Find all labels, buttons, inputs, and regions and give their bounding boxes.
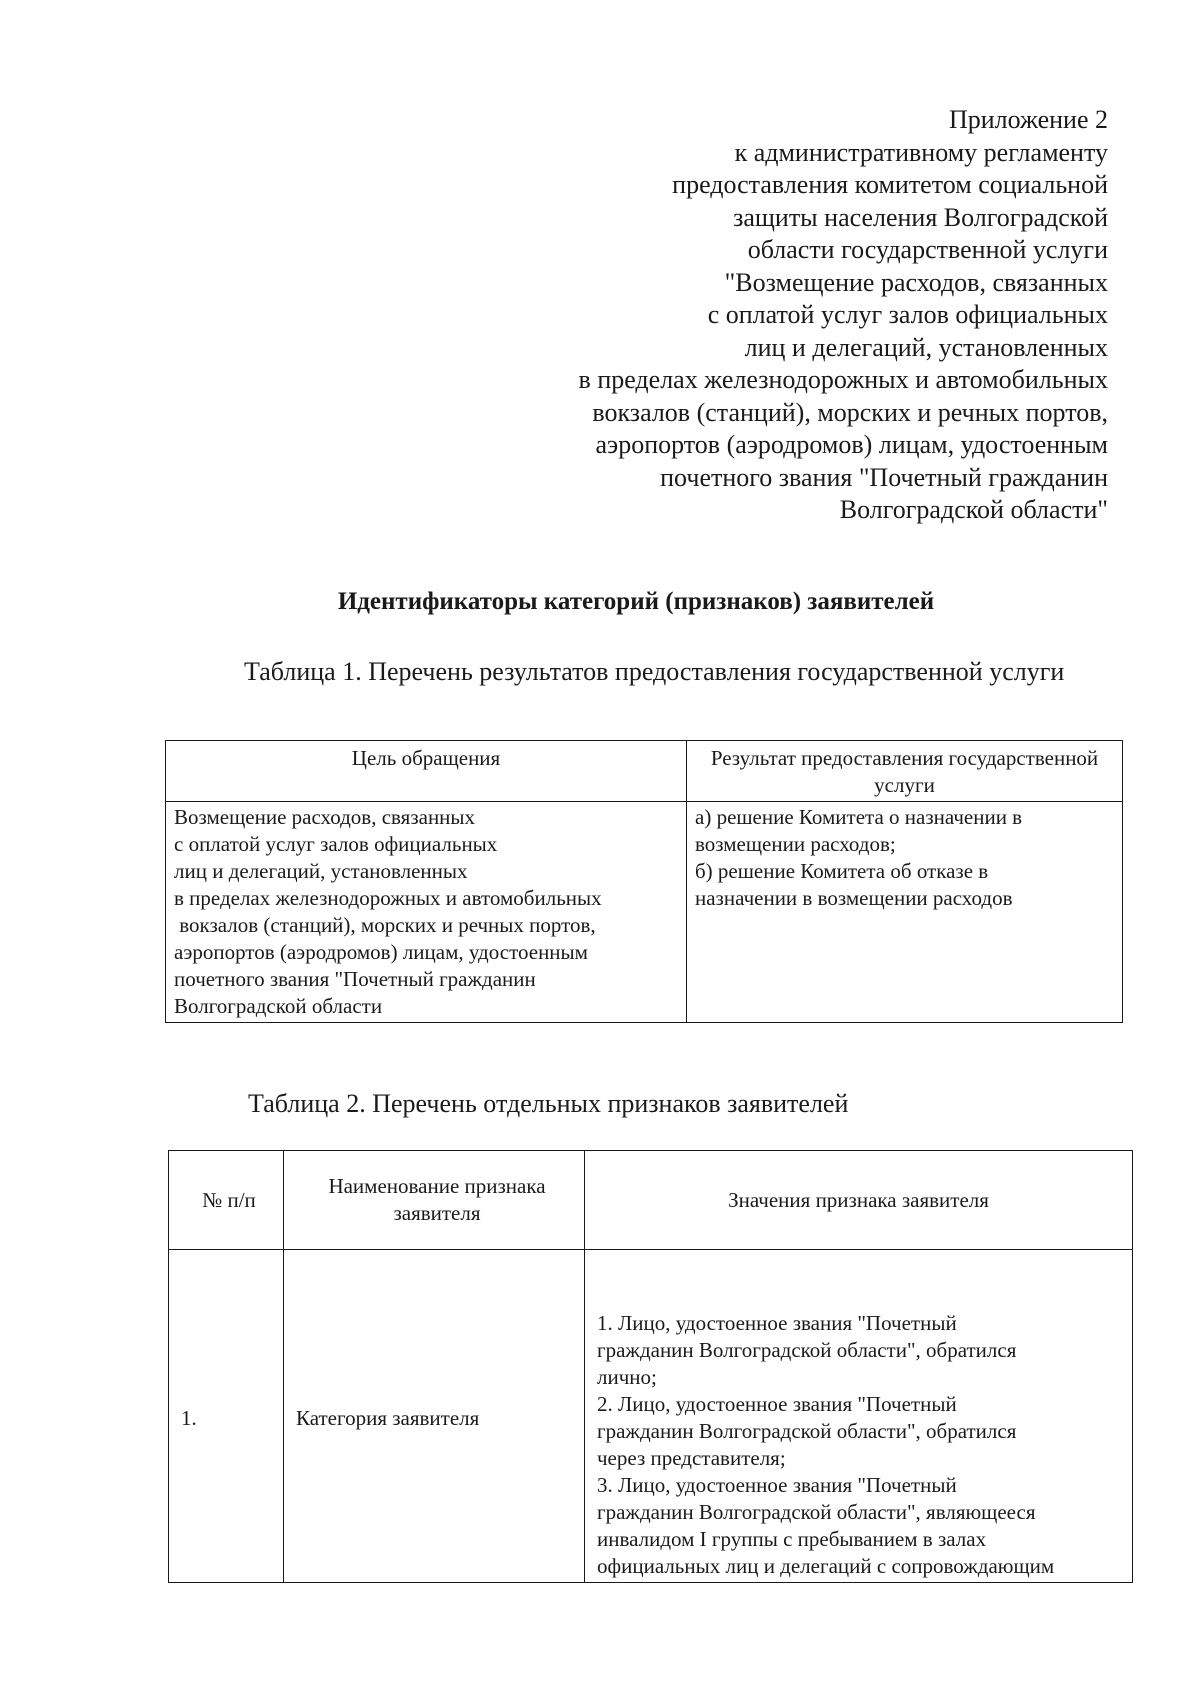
row-number: 1. <box>169 1250 284 1583</box>
result-line: назначении в возмещении расходов <box>695 886 1013 910</box>
header-goal: Цель обращения <box>166 741 687 802</box>
goal-line: лиц и делегаций, установленных <box>174 859 468 883</box>
appendix-line: Волгоградской области" <box>839 495 1108 524</box>
table-header-row <box>166 741 1123 802</box>
results-table <box>165 740 1123 1023</box>
appendix-line: области государственной услуги <box>747 235 1108 264</box>
appendix-line: вокзалов (станций), морских и речных портов, <box>592 397 1108 427</box>
row-attribute-name: Категория заявителя <box>284 1250 585 1583</box>
value-line: 2. Лицо, удостоенное звания "Почетный <box>597 1392 957 1416</box>
result-line: б) решение Комитета об отказе в <box>695 859 989 883</box>
applicant-attributes-table <box>168 1150 1133 1583</box>
value-line: гражданин Волгоградской области", обратился <box>597 1338 1017 1362</box>
header-attribute-values: Значения признака заявителя <box>585 1151 1133 1250</box>
goal-line: с оплатой услуг залов официальных <box>174 832 498 856</box>
value-line: через представителя; <box>597 1446 786 1470</box>
table-row <box>166 802 1123 1023</box>
value-line: официальных лиц и делегаций с сопровождающим <box>597 1554 1055 1578</box>
appendix-line: почетного звания "Почетный гражданин <box>660 462 1108 492</box>
appendix-line: в пределах железнодорожных и автомобильных <box>578 365 1108 394</box>
goal-line: вокзалов (станций), морских и речных портов, <box>174 913 596 937</box>
appendix-line: предоставления комитетом социальной <box>672 170 1108 199</box>
table-row <box>169 1250 1133 1583</box>
value-line: лично; <box>597 1365 657 1389</box>
result-line: а) решение Комитета о назначении в <box>695 805 1023 829</box>
appendix-line: лиц и делегаций, установленных <box>744 332 1108 362</box>
goal-cell <box>166 802 687 1023</box>
table1-caption: Таблица 1. Перечень результатов предоставления государственной услуги <box>244 657 1065 686</box>
appendix-line: Приложение 2 <box>948 105 1108 134</box>
appendix-line: к административному регламенту <box>734 137 1108 167</box>
goal-line: Волгоградской области <box>174 994 383 1018</box>
appendix-line: защиты населения Волгоградской <box>733 202 1108 232</box>
row-attribute-values <box>585 1250 1133 1583</box>
table2-caption: Таблица 2. Перечень отдельных признаков заявителей <box>248 1089 849 1118</box>
header-attribute-name: Наименование признака заявителя <box>284 1151 585 1250</box>
appendix-line: "Возмещение расходов, связанных <box>724 267 1108 297</box>
value-line: инвалидом I группы с пребыванием в залах <box>597 1527 987 1551</box>
value-line: гражданин Волгоградской области", обратился <box>597 1419 1017 1443</box>
result-cell <box>687 802 1123 1023</box>
goal-line: аэропортов (аэродромов) лицам, удостоенным <box>174 940 588 964</box>
result-line: возмещении расходов; <box>695 832 896 856</box>
table-header-row <box>169 1151 1133 1250</box>
document-title: Идентификаторы категорий (признаков) заявителей <box>337 588 935 615</box>
value-line: 1. Лицо, удостоенное звания "Почетный <box>597 1311 957 1335</box>
header-result: Результат предоставления государственной услуги <box>687 741 1123 802</box>
goal-line: почетного звания "Почетный гражданин <box>174 967 536 991</box>
appendix-line: с оплатой услуг залов официальных <box>707 300 1108 329</box>
goal-line: Возмещение расходов, связанных <box>174 805 476 829</box>
value-line: 3. Лицо, удостоенное звания "Почетный <box>597 1473 957 1497</box>
appendix-header <box>579 104 1108 527</box>
header-number: № п/п <box>169 1151 284 1250</box>
value-line: гражданин Волгоградской области", являющееся <box>597 1500 1036 1524</box>
appendix-line: аэропортов (аэродромов) лицам, удостоенным <box>595 430 1108 459</box>
goal-line: в пределах железнодорожных и автомобильных <box>174 886 602 910</box>
